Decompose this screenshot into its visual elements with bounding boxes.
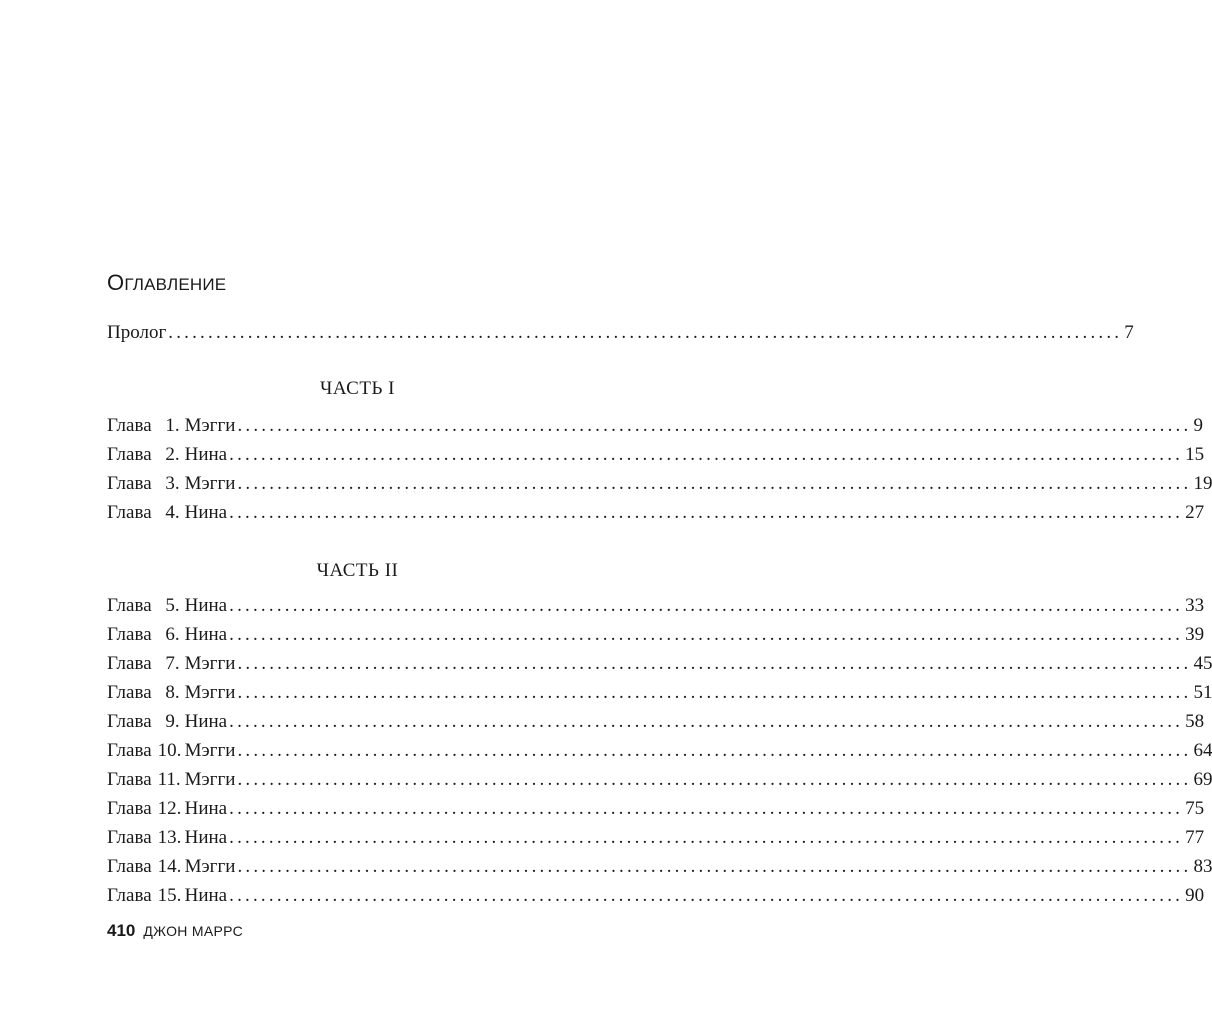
toc-row[interactable] — [107, 883, 1205, 909]
chapter-word: Глава — [107, 856, 152, 877]
chapter-number: 5. — [165, 595, 180, 616]
chapter-number: 2. — [165, 444, 180, 465]
toc-row[interactable] — [107, 622, 1205, 648]
chapter-word: Глава — [107, 769, 152, 790]
chapter-title: Мэгги — [184, 653, 236, 674]
toc-row[interactable] — [107, 738, 1212, 764]
dot-leader: ........................................................................................................................ — [229, 624, 1184, 645]
chapter-page: 39 — [1185, 624, 1205, 645]
chapter-title: Мэгги — [184, 415, 236, 436]
dot-leader: ........................................................................................................................ — [237, 856, 1192, 877]
chapter-page: 90 — [1185, 885, 1205, 906]
chapter-title: Нина — [184, 798, 228, 819]
chapter-page: 33 — [1185, 595, 1205, 616]
chapter-page: 83 — [1193, 856, 1212, 877]
prologue-label: Пролог — [107, 322, 167, 343]
chapter-word: Глава — [107, 798, 152, 819]
toc-row[interactable] — [107, 442, 1205, 468]
chapter-number: 7. — [165, 653, 180, 674]
chapter-word: Глава — [107, 415, 152, 436]
toc-row[interactable] — [107, 500, 1205, 526]
chapter-title: Нина — [184, 444, 228, 465]
chapter-page: 75 — [1185, 798, 1205, 819]
chapter-word: Глава — [107, 827, 152, 848]
chapter-word: Глава — [107, 502, 152, 523]
chapter-number: 3. — [165, 473, 180, 494]
chapter-title: Мэгги — [184, 682, 236, 703]
chapter-title: Нина — [184, 502, 228, 523]
chapter-title: Мэгги — [184, 856, 236, 877]
chapter-title: Мэгги — [184, 473, 236, 494]
toc-row[interactable] — [107, 709, 1205, 735]
toc-row[interactable] — [107, 593, 1205, 619]
toc-row[interactable] — [107, 413, 1203, 439]
chapter-title: Нина — [184, 624, 228, 645]
toc-heading-initial: О — [107, 270, 125, 295]
toc-heading — [107, 270, 226, 296]
chapter-word: Глава — [107, 595, 152, 616]
chapter-title: Мэгги — [184, 769, 236, 790]
chapter-page: 51 — [1193, 682, 1212, 703]
chapter-word: Глава — [107, 653, 152, 674]
dot-leader: ........................................................................................................................ — [237, 653, 1192, 674]
dot-leader: ........................................................................................................................ — [168, 322, 1123, 343]
toc-heading-rest: ГЛАВЛЕНИЕ — [124, 275, 227, 294]
chapter-number: 13. — [157, 827, 182, 848]
chapter-word: Глава — [107, 682, 152, 703]
chapter-number: 14. — [157, 856, 182, 877]
chapter-title: Нина — [184, 711, 228, 732]
dot-leader: ........................................................................................................................ — [229, 711, 1184, 732]
chapter-number: 9. — [165, 711, 180, 732]
dot-leader: ........................................................................................................................ — [229, 595, 1184, 616]
chapter-number: 1. — [165, 415, 180, 436]
part-1-title: ЧАСТЬ I — [320, 378, 395, 399]
toc-row[interactable] — [107, 680, 1212, 706]
folio-page-number: 410 — [107, 921, 136, 940]
chapter-word: Глава — [107, 711, 152, 732]
chapter-number: 15. — [157, 885, 182, 906]
toc-row[interactable] — [107, 767, 1212, 793]
dot-leader: ........................................................................................................................ — [237, 415, 1192, 436]
page-footer — [107, 921, 243, 941]
chapter-page: 9 — [1193, 415, 1203, 436]
running-head-author: ДЖОН МАРРС — [143, 923, 243, 939]
chapter-number: 12. — [157, 798, 182, 819]
toc-row-prologue[interactable] — [107, 320, 1134, 346]
chapter-title: Мэгги — [184, 740, 236, 761]
chapter-page: 77 — [1185, 827, 1205, 848]
dot-leader: ........................................................................................................................ — [237, 473, 1192, 494]
chapter-page: 27 — [1185, 502, 1205, 523]
dot-leader: ........................................................................................................................ — [237, 769, 1192, 790]
chapter-page: 45 — [1193, 653, 1212, 674]
chapter-number: 8. — [165, 682, 180, 703]
chapter-word: Глава — [107, 444, 152, 465]
toc-row[interactable] — [107, 471, 1212, 497]
chapter-page: 58 — [1185, 711, 1205, 732]
chapter-page: 64 — [1193, 740, 1212, 761]
toc-row[interactable] — [107, 796, 1205, 822]
dot-leader: ........................................................................................................................ — [237, 682, 1192, 703]
chapter-page: 19 — [1193, 473, 1212, 494]
chapter-page: 15 — [1185, 444, 1205, 465]
chapter-page: 69 — [1193, 769, 1212, 790]
chapter-word: Глава — [107, 473, 152, 494]
chapter-title: Нина — [184, 885, 228, 906]
dot-leader: ........................................................................................................................ — [229, 827, 1184, 848]
chapter-number: 4. — [165, 502, 180, 523]
chapter-title: Нина — [184, 827, 228, 848]
dot-leader: ........................................................................................................................ — [229, 885, 1184, 906]
toc-row[interactable] — [107, 854, 1212, 880]
part-2-title: ЧАСТЬ II — [316, 560, 399, 581]
dot-leader: ........................................................................................................................ — [237, 740, 1192, 761]
chapter-number: 11. — [157, 769, 181, 790]
toc-row[interactable] — [107, 825, 1205, 851]
chapter-word: Глава — [107, 885, 152, 906]
dot-leader: ........................................................................................................................ — [229, 502, 1184, 523]
chapter-title: Нина — [184, 595, 228, 616]
chapter-number: 6. — [165, 624, 180, 645]
chapter-number: 10. — [157, 740, 182, 761]
toc-page — [107, 0, 1212, 1034]
chapter-word: Глава — [107, 740, 152, 761]
dot-leader: ........................................................................................................................ — [229, 798, 1184, 819]
prologue-page: 7 — [1124, 322, 1134, 343]
chapter-word: Глава — [107, 624, 152, 645]
toc-row[interactable] — [107, 651, 1212, 677]
dot-leader: ........................................................................................................................ — [229, 444, 1184, 465]
